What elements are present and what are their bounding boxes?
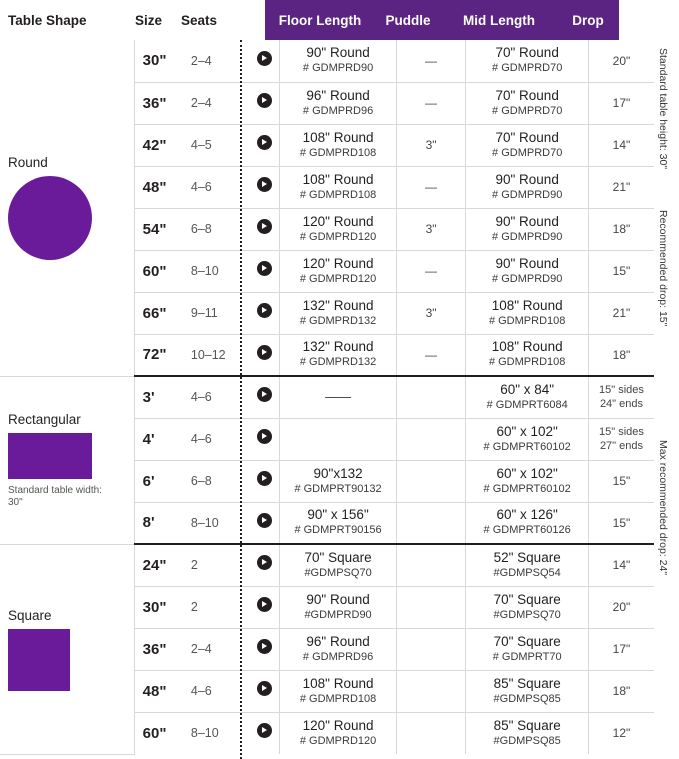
size-cell: 36" bbox=[134, 628, 185, 670]
mid-size: 108" Round bbox=[491, 297, 563, 313]
mid-sku: # GDMPRD90 bbox=[492, 230, 563, 243]
table-header bbox=[0, 0, 679, 40]
row-arrow-icon bbox=[250, 250, 280, 292]
mid-sku: # GDMPRD70 bbox=[492, 62, 563, 75]
seats-cell: 2–4 bbox=[185, 628, 251, 670]
mid-size: 70" Square bbox=[493, 633, 561, 649]
seats-cell: 8–10 bbox=[185, 502, 251, 544]
floor-size: 70" Square bbox=[304, 549, 372, 565]
puddle-cell: 3" bbox=[396, 124, 466, 166]
floor-sku: #GDMPSQ70 bbox=[304, 566, 372, 579]
drop-cell: 17" bbox=[588, 82, 654, 124]
shape-label: Round bbox=[8, 155, 48, 171]
size-cell: 4' bbox=[134, 418, 185, 460]
mid-length-cell bbox=[466, 376, 589, 418]
square-swatch bbox=[8, 629, 70, 691]
floor-length-cell bbox=[280, 166, 396, 208]
size-cell: 36" bbox=[134, 82, 185, 124]
size-cell: 42" bbox=[134, 124, 185, 166]
row-arrow-icon bbox=[250, 292, 280, 334]
floor-sku: # GDMPRT90156 bbox=[294, 524, 382, 537]
floor-size: 90" Round bbox=[306, 591, 370, 607]
floor-size: 96" Round bbox=[306, 633, 370, 649]
floor-length-cell bbox=[280, 586, 396, 628]
mid-size: 60" x 102" bbox=[496, 465, 558, 481]
header-size: Size bbox=[135, 12, 163, 28]
mid-size: 90" Round bbox=[495, 255, 559, 271]
floor-size: 120" Round bbox=[302, 717, 374, 733]
puddle-cell bbox=[396, 586, 466, 628]
header-drop: Drop bbox=[557, 0, 619, 40]
floor-size: 90" x 156" bbox=[307, 507, 369, 523]
mid-length-cell bbox=[466, 670, 589, 712]
floor-sku: # GDMPRD108 bbox=[299, 146, 377, 159]
floor-size: 90"x132 bbox=[313, 465, 363, 481]
seats-cell: 6–8 bbox=[185, 460, 251, 502]
row-arrow-icon bbox=[250, 712, 280, 754]
mid-length-cell bbox=[466, 418, 589, 460]
floor-length-cell bbox=[280, 670, 396, 712]
floor-length-cell bbox=[280, 628, 396, 670]
table-row bbox=[0, 544, 654, 586]
drop-cell: 18" bbox=[588, 670, 654, 712]
seats-cell: 4–6 bbox=[185, 376, 251, 418]
mid-length-cell bbox=[466, 292, 589, 334]
size-cell: 72" bbox=[134, 334, 185, 376]
mid-sku: #GDMPSQ54 bbox=[493, 566, 561, 579]
seats-cell: 2–4 bbox=[185, 40, 251, 82]
floor-size: 96" Round bbox=[306, 87, 370, 103]
mid-sku: # GDMPRD70 bbox=[492, 146, 563, 159]
mid-sku: # GDMPRT70 bbox=[492, 650, 562, 663]
floor-length-cell bbox=[280, 460, 396, 502]
size-cell: 54" bbox=[134, 208, 185, 250]
mid-sku: # GDMPRD90 bbox=[492, 188, 563, 201]
row-arrow-icon bbox=[250, 82, 280, 124]
floor-sku: # GDMPRD96 bbox=[302, 650, 374, 663]
puddle-cell bbox=[396, 670, 466, 712]
vertical-dotted-divider bbox=[240, 40, 242, 759]
mid-size: 70" Round bbox=[495, 129, 559, 145]
puddle-cell bbox=[396, 502, 466, 544]
floor-length-cell bbox=[280, 418, 396, 460]
arrow-bullet-icon bbox=[257, 135, 272, 150]
shape-label: Square bbox=[8, 607, 52, 623]
puddle-cell: — bbox=[396, 166, 466, 208]
size-cell: 60" bbox=[134, 250, 185, 292]
drop-cell: 14" bbox=[588, 544, 654, 586]
drop-cell: 21" bbox=[588, 166, 654, 208]
floor-empty-dash: —— bbox=[325, 389, 352, 405]
floor-length-cell bbox=[280, 292, 396, 334]
puddle-cell bbox=[396, 460, 466, 502]
mid-sku: # GDMPRD108 bbox=[488, 314, 566, 327]
mid-size: 60" x 126" bbox=[496, 507, 558, 523]
mid-sku: #GDMPSQ70 bbox=[493, 608, 561, 621]
floor-length-cell bbox=[280, 376, 396, 418]
row-arrow-icon bbox=[250, 670, 280, 712]
arrow-bullet-icon bbox=[257, 513, 272, 528]
seats-cell: 8–10 bbox=[185, 250, 251, 292]
floor-sku: # GDMPRD132 bbox=[299, 314, 377, 327]
arrow-bullet-icon bbox=[257, 303, 272, 318]
shape-cell-square bbox=[0, 544, 134, 754]
arrow-bullet-icon bbox=[257, 429, 272, 444]
shape-label: Rectangular bbox=[8, 411, 81, 427]
floor-size: 108" Round bbox=[302, 171, 374, 187]
shape-cell-round bbox=[0, 40, 134, 376]
side-notes bbox=[653, 40, 677, 740]
floor-length-cell bbox=[280, 82, 396, 124]
size-cell: 3' bbox=[134, 376, 185, 418]
floor-size: 120" Round bbox=[302, 213, 374, 229]
size-cell: 8' bbox=[134, 502, 185, 544]
header-mid-length: Mid Length bbox=[441, 0, 557, 40]
mid-size: 70" Round bbox=[495, 45, 559, 61]
mid-length-cell bbox=[466, 628, 589, 670]
floor-sku: # GDMPRD120 bbox=[299, 734, 377, 747]
seats-cell: 4–6 bbox=[185, 418, 251, 460]
floor-sku: # GDMPRD120 bbox=[299, 230, 377, 243]
puddle-cell: — bbox=[396, 82, 466, 124]
seats-cell: 8–10 bbox=[190, 726, 219, 741]
mid-size: 108" Round bbox=[491, 339, 563, 355]
puddle-cell bbox=[396, 544, 466, 586]
size-cell: 24" bbox=[134, 544, 185, 586]
size-cell: 30" bbox=[134, 586, 185, 628]
floor-length-cell bbox=[280, 712, 396, 754]
mid-length-cell bbox=[466, 82, 589, 124]
floor-length-cell bbox=[280, 544, 396, 586]
side-note-table-height: Standard table height: 30" bbox=[657, 48, 669, 170]
puddle-cell bbox=[396, 628, 466, 670]
row-arrow-icon bbox=[250, 376, 280, 418]
floor-sku: #GDMPRD90 bbox=[304, 608, 372, 621]
mid-sku: #GDMPSQ85 bbox=[493, 692, 561, 705]
shape-note: Standard table width: 30" bbox=[8, 484, 102, 508]
arrow-bullet-icon bbox=[257, 51, 272, 66]
row-arrow-icon bbox=[250, 166, 280, 208]
header-floor-length: Floor Length bbox=[265, 0, 375, 40]
seats-cell: 6–8 bbox=[185, 208, 251, 250]
size-cell: 66" bbox=[134, 292, 185, 334]
size-cell: 60" bbox=[142, 724, 167, 742]
floor-size: 108" Round bbox=[302, 129, 374, 145]
arrow-bullet-icon bbox=[257, 681, 272, 696]
arrow-bullet-icon bbox=[257, 345, 272, 360]
row-arrow-icon bbox=[250, 418, 280, 460]
size-cell: 48" bbox=[134, 670, 185, 712]
mid-length-cell bbox=[466, 712, 589, 754]
side-note-recommended-drop: Recommended drop: 15" bbox=[657, 210, 669, 327]
seats-cell: 2 bbox=[185, 544, 251, 586]
mid-length-cell bbox=[466, 334, 589, 376]
puddle-cell: — bbox=[396, 334, 466, 376]
row-arrow-icon bbox=[250, 334, 280, 376]
mid-sku: # GDMPRT60102 bbox=[483, 440, 571, 453]
mid-length-cell bbox=[466, 586, 589, 628]
row-arrow-icon bbox=[250, 40, 280, 82]
row-arrow-icon bbox=[250, 460, 280, 502]
size-cell: 48" bbox=[134, 166, 185, 208]
seats-cell: 9–11 bbox=[185, 292, 251, 334]
row-arrow-icon bbox=[250, 208, 280, 250]
arrow-bullet-icon bbox=[257, 387, 272, 402]
mid-sku: # GDMPRD90 bbox=[492, 272, 563, 285]
mid-size: 90" Round bbox=[495, 213, 559, 229]
puddle-cell: 3" bbox=[396, 292, 466, 334]
mid-size: 85" Square bbox=[493, 675, 561, 691]
mid-size: 70" Round bbox=[495, 87, 559, 103]
seats-cell: 4–5 bbox=[185, 124, 251, 166]
mid-size: 90" Round bbox=[495, 171, 559, 187]
mid-sku: # GDMPRT60102 bbox=[483, 482, 571, 495]
floor-size: 90" Round bbox=[306, 45, 370, 61]
drop-cell: 18" bbox=[588, 334, 654, 376]
table-row bbox=[0, 376, 654, 418]
arrow-bullet-icon bbox=[257, 723, 272, 738]
rectangle-swatch bbox=[8, 433, 92, 479]
floor-sku: # GDMPRD108 bbox=[299, 188, 377, 201]
puddle-cell: 3" bbox=[396, 208, 466, 250]
mid-length-cell bbox=[466, 460, 589, 502]
puddle-cell bbox=[396, 418, 466, 460]
seats-cell: 4–6 bbox=[185, 166, 251, 208]
mid-size: 52" Square bbox=[493, 549, 561, 565]
arrow-bullet-icon bbox=[257, 471, 272, 486]
floor-sku: # GDMPRD96 bbox=[302, 104, 374, 117]
mid-length-cell bbox=[466, 166, 589, 208]
drop-cell: 17" bbox=[588, 628, 654, 670]
arrow-bullet-icon bbox=[257, 177, 272, 192]
circle-swatch bbox=[8, 176, 92, 260]
table-row bbox=[0, 40, 654, 82]
floor-size: 108" Round bbox=[302, 675, 374, 691]
mid-sku: # GDMPRT6084 bbox=[486, 398, 568, 411]
row-arrow-icon bbox=[250, 124, 280, 166]
drop-cell: 18" bbox=[588, 208, 654, 250]
floor-length-cell bbox=[280, 334, 396, 376]
seats-cell: 10–12 bbox=[185, 334, 251, 376]
arrow-bullet-icon bbox=[257, 597, 272, 612]
header-seats: Seats bbox=[181, 12, 218, 28]
arrow-bullet-icon bbox=[257, 219, 272, 234]
puddle-cell bbox=[396, 712, 466, 754]
floor-length-cell bbox=[280, 40, 396, 82]
shape-cell-rectangular bbox=[0, 376, 134, 544]
floor-sku: # GDMPRT90132 bbox=[294, 482, 382, 495]
floor-size: 132" Round bbox=[302, 297, 374, 313]
drop-cell: 15" sides 27" ends bbox=[588, 418, 654, 460]
mid-length-cell bbox=[466, 250, 589, 292]
arrow-bullet-icon bbox=[257, 261, 272, 276]
drop-cell: 21" bbox=[588, 292, 654, 334]
floor-sku: # GDMPRD132 bbox=[299, 356, 377, 369]
puddle-cell: — bbox=[396, 250, 466, 292]
floor-sku: # GDMPRD120 bbox=[299, 272, 377, 285]
mid-length-cell bbox=[466, 208, 589, 250]
drop-cell: 14" bbox=[588, 124, 654, 166]
mid-length-cell bbox=[466, 502, 589, 544]
mid-sku: # GDMPRT60126 bbox=[483, 524, 571, 537]
side-note-max-drop: Max recommended drop: 24" bbox=[657, 440, 669, 576]
arrow-bullet-icon bbox=[257, 93, 272, 108]
mid-length-cell bbox=[466, 544, 589, 586]
mid-size: 70" Square bbox=[493, 591, 561, 607]
drop-cell: 15" bbox=[588, 250, 654, 292]
row-arrow-icon bbox=[250, 502, 280, 544]
seats-cell: 2–4 bbox=[185, 82, 251, 124]
drop-cell: 15" sides 24" ends bbox=[588, 376, 654, 418]
mid-sku: # GDMPRD108 bbox=[488, 356, 566, 369]
arrow-bullet-icon bbox=[257, 639, 272, 654]
floor-size: 132" Round bbox=[302, 339, 374, 355]
chart-body bbox=[0, 40, 654, 755]
floor-length-cell bbox=[280, 124, 396, 166]
puddle-cell: — bbox=[396, 40, 466, 82]
row-arrow-icon bbox=[250, 628, 280, 670]
header-table-shape: Table Shape bbox=[8, 12, 87, 28]
floor-sku: # GDMPRD108 bbox=[299, 692, 377, 705]
mid-size: 60" x 102" bbox=[496, 423, 558, 439]
mid-sku: # GDMPRD70 bbox=[492, 104, 563, 117]
seats-cell: 4–6 bbox=[185, 670, 251, 712]
mid-size: 60" x 84" bbox=[500, 381, 555, 397]
mid-size: 85" Square bbox=[493, 717, 561, 733]
arrow-bullet-icon bbox=[257, 555, 272, 570]
mid-length-cell bbox=[466, 124, 589, 166]
header-puddle: Puddle bbox=[375, 0, 441, 40]
row-arrow-icon bbox=[250, 586, 280, 628]
size-cell: 30" bbox=[134, 40, 185, 82]
puddle-cell bbox=[396, 376, 466, 418]
mid-sku: #GDMPSQ85 bbox=[493, 734, 561, 747]
floor-sku: # GDMPRD90 bbox=[302, 62, 374, 75]
floor-size: 120" Round bbox=[302, 255, 374, 271]
drop-cell: 20" bbox=[588, 40, 654, 82]
header-spacer bbox=[237, 0, 265, 40]
mid-length-cell bbox=[466, 40, 589, 82]
drop-cell: 12" bbox=[612, 726, 631, 741]
floor-length-cell bbox=[280, 502, 396, 544]
floor-length-cell bbox=[280, 208, 396, 250]
floor-length-cell bbox=[280, 250, 396, 292]
size-cell: 6' bbox=[134, 460, 185, 502]
drop-cell: 15" bbox=[588, 502, 654, 544]
drop-cell: 15" bbox=[588, 460, 654, 502]
row-arrow-icon bbox=[250, 544, 280, 586]
drop-cell: 20" bbox=[588, 586, 654, 628]
seats-cell: 2 bbox=[185, 586, 251, 628]
